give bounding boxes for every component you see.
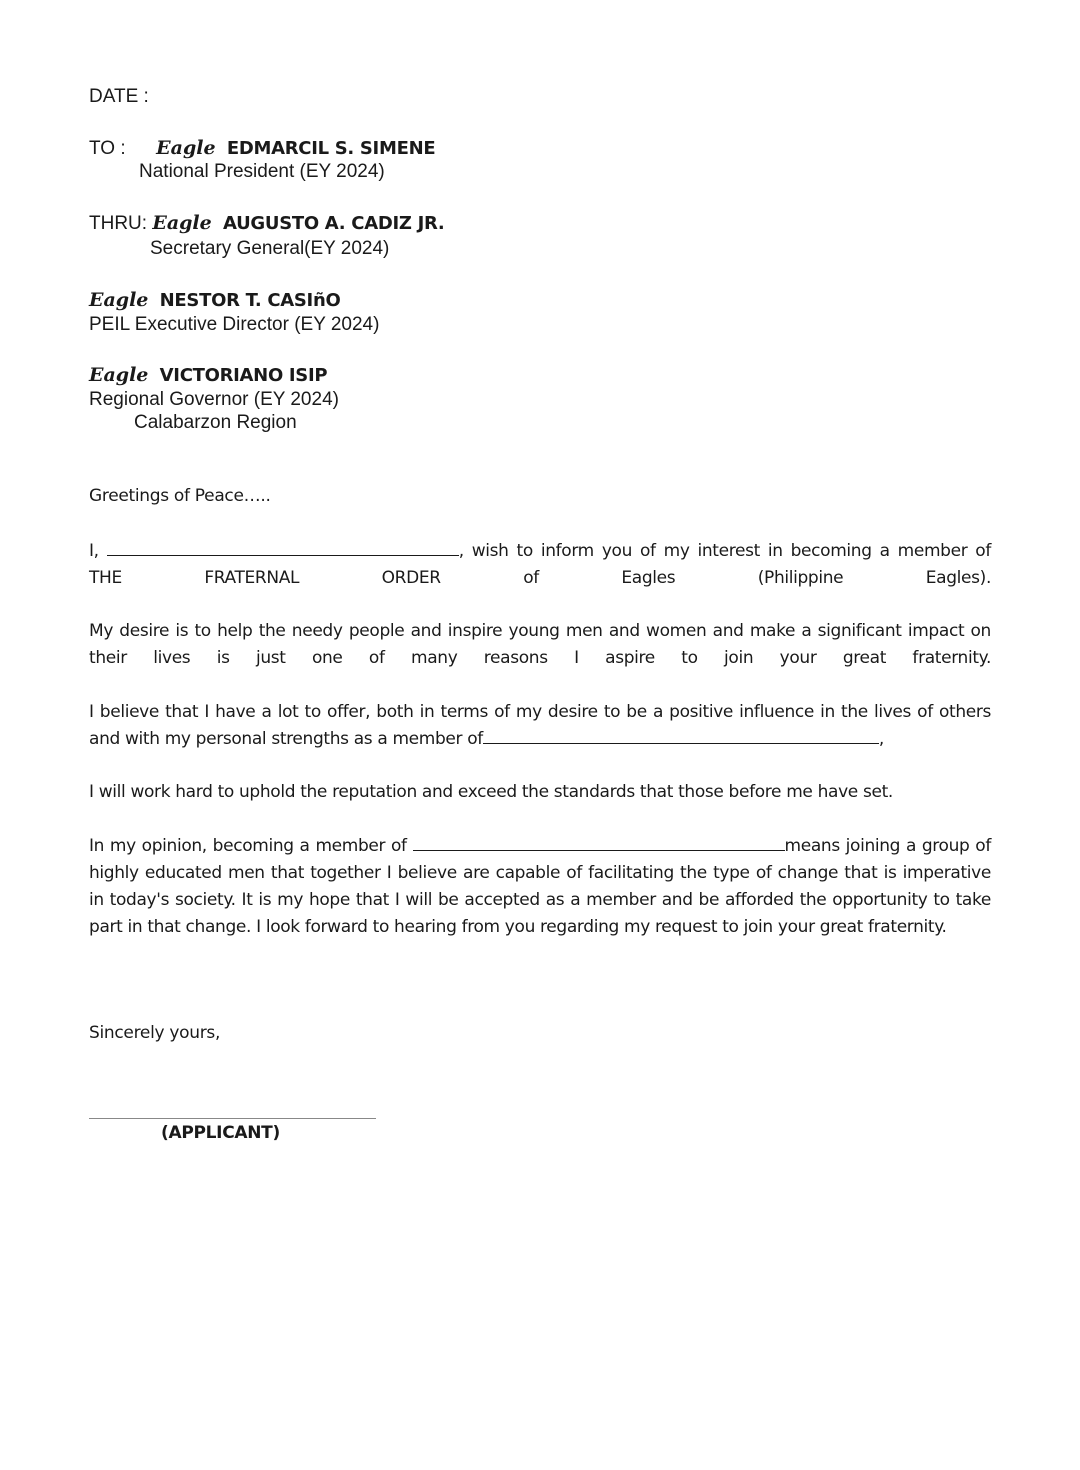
recipient-name: NESTOR T. CASIñO: [159, 290, 341, 311]
p1-before: I,: [89, 541, 99, 561]
p5-after: means joining a group of highly educated men that together I believe are capable of facilitating the type of change that is imperative in today's society. It is my hope that I will be accepted as a member and be afforded the opportunity to take part in that change. I look forward to hearing from you regarding my request to join your great fraternity.: [89, 836, 991, 937]
recipient-name: EDMARCIL S. SIMENE: [226, 138, 436, 159]
eagle-prefix: Eagle: [156, 137, 216, 159]
recipient-title: PEIL Executive Director (EY 2024): [89, 314, 380, 335]
recipient-name: AUGUSTO A. CADIZ JR.: [223, 213, 445, 234]
applicant-name-blank[interactable]: [107, 541, 459, 556]
eagle-prefix: Eagle: [89, 364, 149, 386]
thru-line: [89, 212, 444, 235]
recipient-name: VICTORIANO ISIP: [159, 365, 328, 386]
recipient-title: National President (EY 2024): [139, 161, 385, 182]
recipient-title: Secretary General(EY 2024): [150, 238, 390, 259]
paragraph-opinion: [89, 833, 991, 941]
eagle-prefix: Eagle: [152, 212, 212, 234]
organization-blank-1[interactable]: [483, 729, 879, 744]
thru-label: THRU:: [89, 213, 148, 234]
signature-label: (APPLICANT): [161, 1123, 280, 1143]
signature-line[interactable]: [89, 1118, 376, 1119]
organization-blank-2[interactable]: [413, 836, 785, 851]
p3-after: ,: [878, 729, 884, 749]
paragraph-work-hard: I will work hard to uphold the reputation and exceed the standards that those before me have set.: [89, 782, 893, 802]
to-label: TO :: [89, 138, 126, 159]
eagle-prefix: Eagle: [89, 289, 149, 311]
to-line: [89, 137, 435, 160]
paragraph-intro: [89, 538, 991, 592]
paragraph-believe: [89, 699, 991, 753]
closing-salutation: Sincerely yours,: [89, 1023, 221, 1043]
recipient-region: Calabarzon Region: [134, 412, 297, 433]
recipient4-line: [89, 364, 327, 387]
p5-before: In my opinion, becoming a member of: [89, 836, 407, 856]
p3-before: I believe that I have a lot to offer, both in terms of my desire to be a positive influence in the lives of others and with my personal strengths as a member of: [89, 702, 991, 749]
p1-after: , wish to inform you of my interest in becoming a member of THE FRATERNAL ORDER of Eagles (Philippine Eagles).: [89, 541, 991, 588]
date-label: DATE :: [89, 86, 149, 107]
recipient3-line: [89, 289, 340, 312]
recipient-title: Regional Governor (EY 2024): [89, 389, 339, 410]
greeting: Greetings of Peace…..: [89, 486, 271, 506]
paragraph-desire: My desire is to help the needy people and inspire young men and women and make a significant impact on their lives is just one of many reasons I aspire to join your great fraternity.: [89, 621, 991, 668]
